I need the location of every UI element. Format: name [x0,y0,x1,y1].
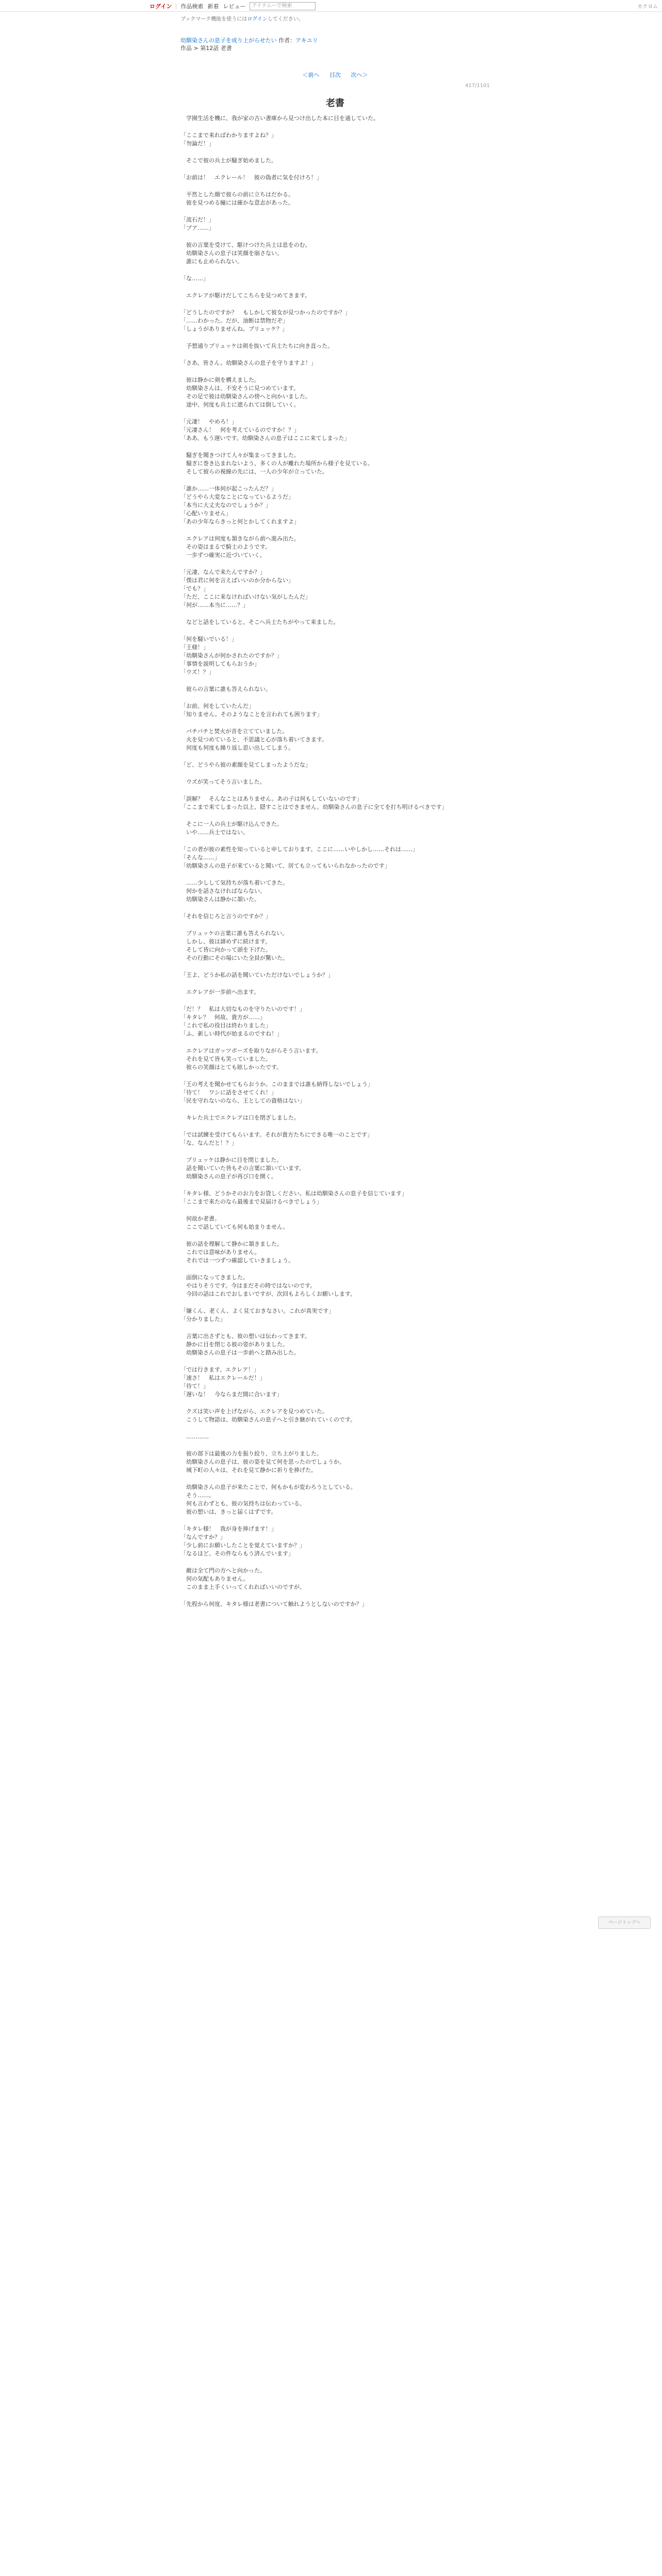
episode-pager [180,71,490,79]
body-paragraph: エクレアはガッツポーズを取りながらそう言います。 それを見て皆も笑っていました。 彼らの笑顔はとても眩しかったです。 [186,1047,322,1071]
body-paragraph: 「ここまで来ればわかりますよね？」 「勿論だ！」 [180,132,277,147]
body-paragraph: 幼馴染さんの息子が来たことで、何もかもが変わろうとしている。 そう……。 何も言わずとも、彼の気持ちは伝わっている。 彼の想いは、きっと届くはずです。 [186,1484,356,1515]
body-paragraph: 「誰か……一体何が起こったんだ？」 「どうやら大変なことになっているようだ」 「本当に大丈夫なのでしょうか？」 「心配いりません」 「あの少年ならきっと何とかしてくれますよ」 [180,485,300,525]
body-paragraph: 彼らの言葉に誰も答えられない。 [180,686,271,692]
body-paragraph: 「王よ、どうか私の話を聞いていただけないでしょうか？」 [180,972,334,978]
body-paragraph: 敵は全て門の方へと向かった。 何の気配もありません。 このまま上手くいってくれればいいのですが。 [186,1567,305,1590]
body-paragraph: 「ど、どうやら彼の素顔を見てしまったようだな」 [180,761,311,768]
nav-review-link[interactable]: レビュー [223,3,246,10]
body-paragraph: 彼は静かに剣を構えました。 幼馴染さんは、不安そうに見つめています。 その足で彼は幼馴染さんの傍へと向かいました。 途中、何度も兵士に遮られては倒していく。 [186,377,311,408]
body-paragraph: 「王の考えを聞かせてもらおうか。このままでは誰も納得しないでしょう」 「待て！ ワシに話をさせてくれ！」 「民を守れないのなら、王としての資格はない」 [180,1081,373,1104]
body-paragraph: 「元凄、なんで来たんですか？」 「僕は君に何を言えばいいのか分からない」 「でも？」 「ただ、ここに来なければいけない気がしたんだ」 「何が……本当に……？」 [180,569,311,608]
body-paragraph: 「元凄！ やめろ！」 「元凄さん！ 何を考えているのですか！？」 「ああ、もう遅いです。幼馴染さんの息子はここに来てしまった」 [180,418,350,442]
main-nav [150,2,316,10]
episode-name: 第12話 老書 [200,45,232,52]
body-paragraph: ………… [180,1433,209,1440]
toc-link[interactable]: 目次 [329,72,341,78]
notice-text-after: してください。 [267,16,304,22]
notice-text-before: ブックマーク機能を使うには [180,16,247,22]
body-paragraph: 「キタレ様！ 我が身を捧げます！」 「なんですか？」 「少し前にお願いしたことを覚えていますか？」 「なるほど。その件ならもう済んでいます」 [180,1526,305,1557]
episode-title: 老書 [326,98,344,109]
reader-column [180,14,490,1617]
body-paragraph: クズは笑い声を上げながら、エクレアを見つめていた。 こうして物語は、幼馴染さんの息子へと引き継がれていくのです。 [186,1408,356,1423]
body-paragraph: 平然とした顔で彼らの前に立ちはだかる。 彼を見つめる瞳には確かな意志があった。 [186,191,294,206]
body-paragraph: エクレアが駆けだしてこちらを見つめてきます。 [180,292,311,299]
body-paragraph: ……少しして気持ちが落ち着いてきた。 何かを話さなければならない。 幼馴染さんは静かに頷いた。 [186,879,288,903]
episode-label: 作品 > [180,45,201,52]
site-logo[interactable]: カクヨム [637,4,658,10]
body-paragraph: ブリュッケは静かに目を閉じました。 話を聞いていた皆もその言葉に頷いています。 幼馴染さんの息子が再び口を開く。 [186,1157,305,1180]
body-paragraph: エクレアは何度も頷きながら前へ進み出た。 その姿はまるで騎士のようです。 一歩ずつ確実に近づいていく。 [186,535,300,558]
body-paragraph: キレた兵士でエクレアは口を閉ざしました。 [180,1114,300,1121]
body-paragraph: ブリュッケの言葉に誰も答えられない。 しかし、彼は諦めずに続けます。 そして皆に向かって頭を下げた。 その行動にその場にいた全員が驚いた。 [186,930,288,961]
body-paragraph: 「お前は！ エクレール！ 彼の偽者に気を付けろ！」 [180,174,322,181]
login-link[interactable]: ログイン [150,3,172,10]
body-paragraph: 「誤解？ そんなことはありません。あの子は何もしていないのです」 「ここまで来てしまった以上、隠すことはできません。幼馴染さんの息子に全てを打ち明けるべきです」 [180,795,448,810]
nav-new-link[interactable]: 新着 [207,3,219,10]
body-paragraph: そこに一人の兵士が駆け込んできた。 いや……兵士ではない。 [186,821,283,836]
bookmark-notice [180,14,490,22]
body-paragraph: 「では試練を受けてもらいます。それが貴方たちにできる唯一のことです」 「な、なんだと！？」 [180,1131,373,1146]
body-paragraph: 「キタレ様、どうかそのお力をお貸しください。私は幼馴染さんの息子を信じています」 「ここまで来たのなら最後まで見届けるべきでしょう」 [180,1190,407,1205]
body-paragraph: 「流石だ！」 「ブア……」 [180,216,214,231]
body-paragraph: 「では行きます、エクレア！」 「速さ！ 私はエクレールだ！」 「待て！」 「遅いな！ 今ならまだ間に合います」 [180,1366,283,1398]
body-paragraph: 「それを信じろと言うのですか？」 [180,913,271,920]
body-paragraph: 「嫌くん、老くん、よく見ておきなさい。これが真実です」 「分かりました」 [180,1308,335,1323]
body-paragraph: 騒ぎを聞きつけて人々が集まってきました。 騒ぎに巻き込まれないよう、多くの人が離れた場所から様子を見ている。 そして彼らの視線の先には、一人の少年が立っていた。 [186,452,373,475]
prev-episode-link[interactable]: ＜前へ [302,72,320,78]
body-paragraph: ウズが笑ってそう言いました。 [180,778,266,785]
body-paragraph: 何故か老書。 ここで話していても何も始まりません。 [186,1215,289,1230]
page-top-button[interactable]: ページトップへ [598,1917,651,1929]
body-paragraph: 彼の話を理解して静かに頷きました。 これでは意味がありません。 それでは一つずつ確認していきましょう。 [186,1241,294,1264]
top-nav-bar [0,0,662,12]
search-input[interactable]: アイテムーで検索 [250,2,316,10]
body-paragraph: 彼の部下は最後の力を振り絞り、立ち上がりました。 幼馴染さんの息子は、彼の姿を見て何を思ったのでしょうか。 城下町の人々は、それを見て静かに祈りを捧げた。 [186,1450,345,1473]
body-paragraph: 「先程から何度、キタレ様は老書について触れようとしないのですか？」 [180,1601,368,1607]
episode-body [180,114,490,1608]
body-paragraph: 言葉に出さずとも、彼の想いは伝わってきます。 静かに目を閉じる彼の姿がありました。 幼馴染さんの息子は一歩前へと踏み出した。 [186,1333,311,1356]
author-label: 作者： [278,37,296,44]
body-paragraph: などと話をしていると、そこへ兵士たちがやって来ました。 [180,619,339,625]
episode-count: 417/1101 [465,83,490,89]
notice-login-link[interactable]: ログイン [247,16,268,22]
body-paragraph: 「だ！？ 私は大切なものを守りたいのです！」 「キタレ？ 何故、貴方が……」 「これで私の役目は終わりました」 「ふ、新しい時代が始まるのですね！」 [180,1006,305,1037]
body-paragraph: 「どうしたのですか？ もしかして彼女が見つかったのですか？」 「……わかった。だが、油断は禁物だぞ」 「しょうがありませんね。ブリュッケ？」 [180,309,351,332]
body-paragraph: パチパチと焚火が音を立てていました。 火を見つめていると、不思議と心が落ち着いてきます。 何度も何度も繰り返し思い出してしまう。 [186,728,328,751]
body-paragraph: 学園生活を機に、我が家の古い書庫から見つけ出した本に目を通していた。 [180,115,379,122]
body-paragraph: 予想通りブリュッケは剣を抜いて兵士たちに向き直った。 [180,343,334,349]
body-paragraph: エクレアが一歩前へ出ます。 [180,989,260,995]
body-paragraph: そこで彼の兵士が騒ぎ始めました。 [180,157,277,164]
next-episode-link[interactable]: 次へ＞ [351,72,368,78]
body-paragraph: 面倒になってきました。 やはりそうです。今はまだその時ではないのです。 今回の話はこれでおしまいですが、次回もよろしくお願いします。 [186,1274,356,1297]
nav-search-link[interactable]: 作品検索 [180,3,204,10]
work-title-link[interactable]: 幼馴染さんの息子を成り上がらせたい [180,37,277,44]
body-paragraph: 彼の言葉を受けて、駆けつけた兵士は息をのむ。 幼馴染さんの息子は笑顔を崩さない。 誰にも止められない。 [186,242,311,265]
body-paragraph: 「な……」 [180,275,209,282]
breadcrumb [180,37,490,52]
body-paragraph: 「さあ、皆さん。幼馴染さんの息子を守りますよ！」 [180,360,317,366]
body-paragraph: 「お前、何をしていたんだ」 「知りません。そのようなことを言われても困ります」 [180,703,323,718]
body-paragraph: 「何を騒いでいる！」 「王様！」 「幼馴染さんが何かされたのですか？」 「事情を説明してもらおうか」 「ウズ！？」 [180,636,283,675]
body-paragraph: 「この者が彼の素性を知っていると申しております。ここに……いやしかし……それは……」 「そんな……」 「幼馴染さんの息子が来ていると聞いて、居ても立ってもいられなかったのです」 [180,846,419,869]
author-link[interactable]: アキユリ [295,37,318,44]
